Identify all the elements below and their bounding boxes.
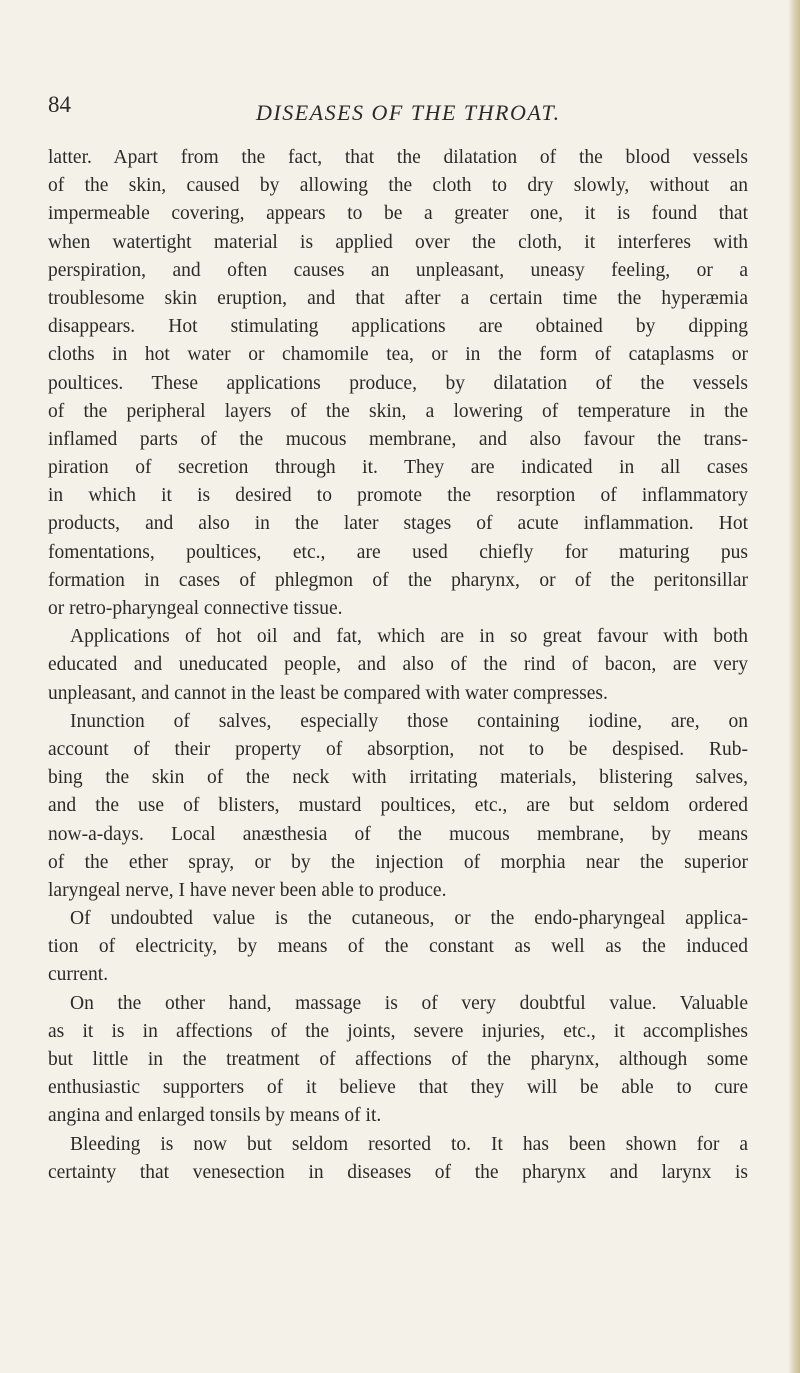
text-line: of the skin, caused by allowing the cloth to dry slowly, without an xyxy=(48,175,748,197)
text-line: and the use of blisters, mustard poultices, etc., are but seldom ordered xyxy=(48,795,748,817)
text-line: impermeable covering, appears to be a greater one, it is found that xyxy=(48,203,748,225)
text-line: inflamed parts of the mucous membrane, and also favour the trans- xyxy=(48,428,748,450)
text-line: now-a-days. Local anæsthesia of the mucous membrane, by means xyxy=(48,823,748,845)
page-header xyxy=(48,92,788,132)
body-text xyxy=(48,144,748,1187)
text-line: but little in the treatment of affections of the pharynx, although some xyxy=(48,1049,748,1070)
text-line: laryngeal nerve, I have never been able to produce. xyxy=(48,879,447,901)
text-line: products, and also in the later stages of acute inflammation. Hot xyxy=(48,513,748,535)
text-line: poultices. These applications produce, by dilatation of the vessels xyxy=(48,372,748,394)
text-line: current. xyxy=(48,964,109,986)
text-line: perspiration, and often causes an unpleasant, uneasy feeling, or a xyxy=(48,259,748,281)
running-head: DISEASES OF THE THROAT. xyxy=(256,100,561,125)
text-line: in which it is desired to promote the resorption of inflammatory xyxy=(48,485,748,507)
text-line: tion of electricity, by means of the constant as well as the induced xyxy=(48,936,748,958)
text-line: certainty that venesection in diseases of the pharynx and larynx is xyxy=(48,1161,748,1183)
text-line: educated and uneducated people, and also of the rind of bacon, are very xyxy=(48,654,748,676)
page-edge xyxy=(788,0,800,1373)
text-line: formation in cases of phlegmon of the pharynx, or of the peritonsillar xyxy=(48,569,748,591)
text-line: of the peripheral layers of the skin, a lowering of temperature in the xyxy=(48,400,748,422)
text-line: enthusiastic supporters of it believe that they will be able to cure xyxy=(48,1077,748,1099)
page-number: 84 xyxy=(48,92,71,117)
text-line: account of their property of absorption, not to be despised. Rub- xyxy=(48,738,748,760)
text-line: cloths in hot water or chamomile tea, or in the form of cataplasms or xyxy=(48,344,748,366)
text-line: disappears. Hot stimulating applications are obtained by dipping xyxy=(48,316,748,338)
text-line: of the ether spray, or by the injection of morphia near the superior xyxy=(48,851,748,873)
text-line: or retro-pharyngeal connective tissue. xyxy=(48,598,343,619)
text-line: unpleasant, and cannot in the least be compared with water compresses. xyxy=(48,682,608,704)
text-line: Applications of hot oil and fat, which are in so great favour with both xyxy=(70,626,748,648)
text-line: when watertight material is applied over the cloth, it interferes with xyxy=(48,231,748,253)
text-line: Inunction of salves, especially those containing iodine, are, on xyxy=(70,710,748,732)
text-line: fomentations, poultices, etc., are used chiefly for maturing pus xyxy=(48,541,748,563)
text-line: bing the skin of the neck with irritating materials, blistering salves, xyxy=(48,767,748,789)
text-line: angina and enlarged tonsils by means of it. xyxy=(48,1105,382,1127)
text-line: latter. Apart from the fact, that the dilatation of the blood vessels xyxy=(48,147,748,168)
text-line: Of undoubted value is the cutaneous, or the endo-pharyngeal applica- xyxy=(70,908,748,930)
text-line: Bleeding is now but seldom resorted to. It has been shown for a xyxy=(70,1133,748,1155)
text-line: troublesome skin eruption, and that after a certain time the hyperæmia xyxy=(48,287,748,309)
text-line: as it is in affections of the joints, severe injuries, etc., it accomplishes xyxy=(48,1020,748,1042)
text-line: On the other hand, massage is of very doubtful value. Valuable xyxy=(70,992,748,1014)
text-line: piration of secretion through it. They are indicated in all cases xyxy=(48,457,748,479)
